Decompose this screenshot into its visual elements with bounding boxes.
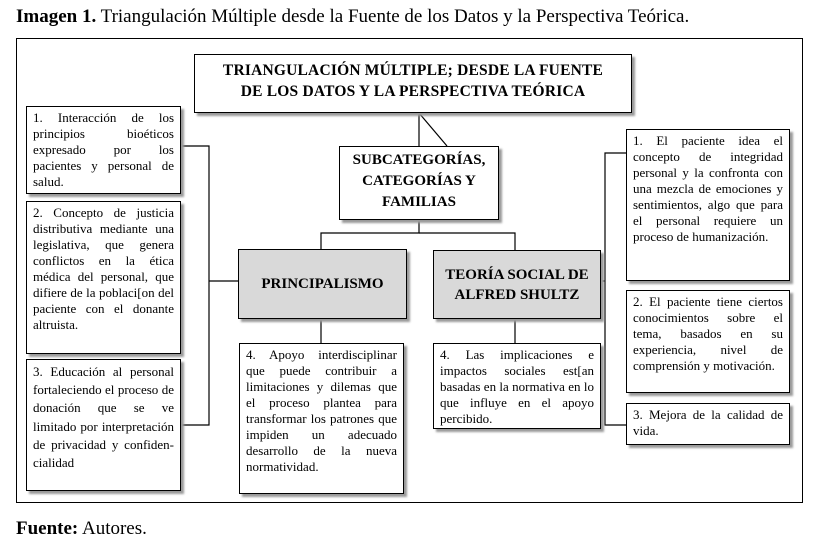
source-label: Fuente: <box>16 518 79 539</box>
connector-title-sub-diag <box>419 113 447 146</box>
caption-label: Imagen 1. <box>16 6 97 27</box>
main-title-line1: TRIANGULACIÓN MÚLTIPLE; DESDE LA FUENTE <box>222 62 604 79</box>
subcategories-box <box>339 146 499 220</box>
left-bracket <box>181 146 209 425</box>
teoria-item-4: 4. Las implicaciones e impactos sociales est[an basadas en la normativa en lo que influye en el apoyo percibido. <box>433 343 601 429</box>
caption-text: Triangulación Múltiple desde la Fuente de los Datos y la Perspectiva Teórica. <box>96 6 690 27</box>
right-item-1: 1. El paciente idea el concepto de integridad personal y la confronta con una mezcla de emociones y sentimientos, algo que para el personal requiere un proceso de humanización. <box>626 129 790 281</box>
principalismo-item-4: 4. Apoyo interdisciplinar que puede contribuir a limitaciones y dilemas que el proceso plantea para transformar los patrones que impiden un adecuado desarrollo de la nueva normatividad. <box>239 343 404 494</box>
principalismo-box <box>238 249 407 319</box>
right-item-2: 2. El paciente tiene ciertos conocimientos sobre el tema, basados en su experiencia, nivel de comprensión y motivación. <box>626 290 790 393</box>
teoria-social-box <box>433 250 601 319</box>
left-item-2: 2. Concepto de justicia distributiva mediante una legislativa, que genera conflictos en la ética médica del personal, que difiere de la poblaci[on del paciente con el donante altruista. <box>26 201 181 354</box>
left-item-3: 3. Educación al personal fortaleciendo el proceso de donación que se ve limitado por interpretación de privacidad y confiden-cialidad <box>26 359 181 491</box>
figure-source <box>16 518 147 540</box>
right-bracket <box>605 153 626 425</box>
connector-sub-principalismo <box>321 220 419 249</box>
source-text: Autores. <box>78 518 147 539</box>
teoria-social-line1: TEORÍA SOCIAL DE <box>445 266 589 283</box>
left-item-1: 1. Interacción de los principios bioéticos expresado por los pacientes y personal de salud. <box>26 106 181 194</box>
main-title-box <box>194 54 632 113</box>
right-item-3: 3. Mejora de la calidad de vida. <box>626 403 790 445</box>
teoria-social-line2: ALFRED SHULTZ <box>454 286 580 303</box>
connector-sub-teoria <box>419 233 515 250</box>
principalismo-label: PRINCIPALISMO <box>261 276 384 292</box>
subcategories-line1: SUBCATEGORÍAS, <box>352 152 486 168</box>
main-title-line2: DE LOS DATOS Y LA PERSPECTIVA TEÓRICA <box>240 83 586 100</box>
subcategories-line3: FAMILIAS <box>382 194 456 210</box>
subcategories-line2: CATEGORÍAS Y <box>362 173 476 189</box>
